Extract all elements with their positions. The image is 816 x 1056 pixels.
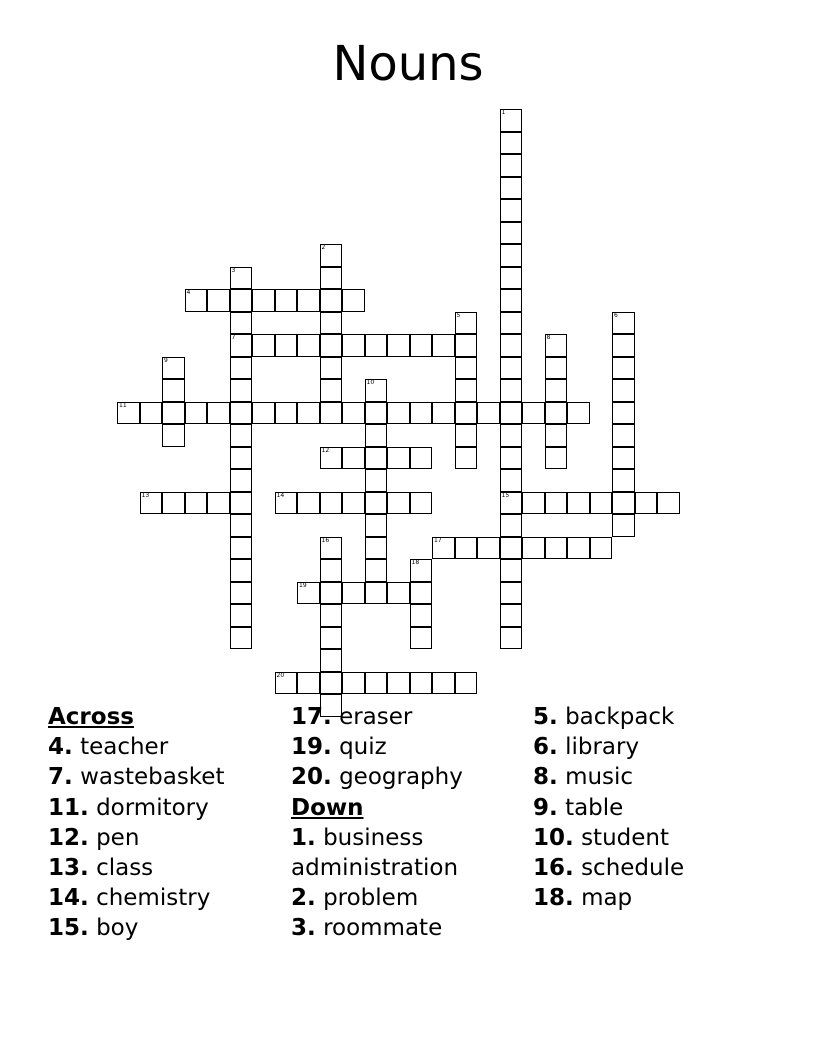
grid-cell[interactable] xyxy=(230,289,253,312)
grid-cell[interactable] xyxy=(230,424,253,447)
grid-cell[interactable] xyxy=(410,559,433,582)
grid-cell[interactable] xyxy=(185,289,208,312)
grid-cell[interactable] xyxy=(230,582,253,605)
grid-cell[interactable] xyxy=(185,402,208,425)
grid-cell[interactable] xyxy=(500,357,523,380)
grid-cell[interactable] xyxy=(612,492,635,515)
grid-cell[interactable] xyxy=(410,447,433,470)
grid-cell[interactable] xyxy=(230,469,253,492)
clue-number: 20. xyxy=(291,764,332,791)
grid-cell[interactable] xyxy=(500,469,523,492)
cell-number: 8 xyxy=(546,334,551,341)
grid-cell[interactable] xyxy=(320,537,343,560)
grid-cell[interactable] xyxy=(545,379,568,402)
grid-cell[interactable] xyxy=(320,267,343,290)
grid-cell[interactable] xyxy=(500,312,523,335)
grid-cell[interactable] xyxy=(230,537,253,560)
grid-cell[interactable] xyxy=(500,447,523,470)
grid-cell[interactable] xyxy=(252,289,275,312)
grid-cell[interactable] xyxy=(500,424,523,447)
grid-cell[interactable] xyxy=(387,334,410,357)
grid-cell[interactable] xyxy=(320,582,343,605)
grid-cell[interactable] xyxy=(432,334,455,357)
grid-cell[interactable] xyxy=(410,627,433,650)
clue-number: 3. xyxy=(291,915,316,942)
clue-item xyxy=(48,762,283,792)
clue-text: table xyxy=(565,794,624,821)
clue-number: 18. xyxy=(533,885,574,912)
grid-cell[interactable] xyxy=(500,177,523,200)
grid-cell[interactable] xyxy=(387,492,410,515)
grid-cell[interactable] xyxy=(455,424,478,447)
grid-cell[interactable] xyxy=(162,379,185,402)
grid-cell[interactable] xyxy=(612,379,635,402)
grid-cell[interactable] xyxy=(162,402,185,425)
clue-number: 17. xyxy=(291,704,332,730)
grid-cell[interactable] xyxy=(612,334,635,357)
clue-number: 14. xyxy=(48,885,89,912)
grid-cell[interactable] xyxy=(455,537,478,560)
grid-cell[interactable] xyxy=(320,559,343,582)
grid-cell[interactable] xyxy=(252,402,275,425)
grid-cell[interactable] xyxy=(477,537,500,560)
grid-cell[interactable] xyxy=(342,582,365,605)
grid-cell[interactable] xyxy=(320,334,343,357)
grid-cell[interactable] xyxy=(590,537,613,560)
grid-cell[interactable] xyxy=(297,672,320,695)
grid-cell[interactable] xyxy=(522,402,545,425)
cell-number: 4 xyxy=(186,289,191,296)
clue-text: wastebasket xyxy=(80,764,225,791)
clue-item xyxy=(533,702,793,732)
grid-cell[interactable] xyxy=(230,492,253,515)
cell-number: 2 xyxy=(321,244,326,251)
grid-cell[interactable] xyxy=(297,402,320,425)
grid-cell[interactable] xyxy=(545,402,568,425)
grid-cell[interactable] xyxy=(297,334,320,357)
clue-column-2 xyxy=(291,702,526,944)
grid-cell[interactable] xyxy=(275,289,298,312)
clue-item xyxy=(533,883,793,913)
grid-cell[interactable] xyxy=(230,379,253,402)
grid-cell[interactable] xyxy=(365,672,388,695)
cell-number: 5 xyxy=(456,311,461,319)
grid-cell[interactable] xyxy=(612,514,635,537)
clue-number: 11. xyxy=(48,794,89,821)
clue-number: 6. xyxy=(533,734,558,761)
cell-number: 7 xyxy=(231,334,236,341)
clue-text: schedule xyxy=(581,855,685,882)
clue-number: 12. xyxy=(48,824,89,851)
grid-cell[interactable] xyxy=(500,289,523,312)
grid-cell[interactable] xyxy=(342,492,365,515)
grid-cell[interactable] xyxy=(612,469,635,492)
grid-cell[interactable] xyxy=(455,312,478,335)
grid-cell[interactable] xyxy=(410,582,433,605)
cell-number: 12 xyxy=(321,446,330,454)
puzzle-title: Nouns xyxy=(332,36,484,92)
grid-cell[interactable] xyxy=(365,537,388,560)
grid-cell[interactable] xyxy=(635,492,658,515)
cell-number: 19 xyxy=(299,581,307,589)
clue-item xyxy=(48,853,283,883)
grid-cell[interactable] xyxy=(522,537,545,560)
clue-item xyxy=(48,793,283,823)
grid-cell[interactable] xyxy=(230,357,253,380)
grid-cell[interactable] xyxy=(320,312,343,335)
grid-cell[interactable] xyxy=(477,402,500,425)
grid-cell[interactable] xyxy=(230,447,253,470)
grid-cell[interactable] xyxy=(410,672,433,695)
clue-item xyxy=(533,823,793,853)
clue-number: 7. xyxy=(48,764,73,791)
grid-cell[interactable] xyxy=(657,492,680,515)
clue-number: 1. xyxy=(291,824,316,851)
grid-cell[interactable] xyxy=(455,379,478,402)
clue-text: geography xyxy=(339,764,463,791)
grid-cell[interactable] xyxy=(500,379,523,402)
cell-number: 18 xyxy=(411,559,420,566)
grid-cell[interactable] xyxy=(410,402,433,425)
cell-number: 9 xyxy=(164,356,168,364)
clue-number: 9. xyxy=(533,794,558,821)
cell-number: 1 xyxy=(501,109,506,116)
cell-number: 20 xyxy=(276,671,285,679)
grid-cell[interactable] xyxy=(297,289,320,312)
grid-cell[interactable] xyxy=(545,357,568,380)
grid-cell[interactable] xyxy=(207,402,230,425)
grid-cell[interactable] xyxy=(365,582,388,605)
cell-number: 16 xyxy=(321,536,330,544)
grid-cell[interactable] xyxy=(612,424,635,447)
across-heading: Across xyxy=(48,704,134,730)
grid-cell[interactable] xyxy=(545,447,568,470)
grid-cell[interactable] xyxy=(500,559,523,582)
grid-cell[interactable] xyxy=(320,649,343,672)
grid-cell[interactable] xyxy=(612,447,635,470)
grid-cell[interactable] xyxy=(410,492,433,515)
cell-number: 13 xyxy=(141,491,150,499)
grid-cell[interactable] xyxy=(500,199,523,222)
grid-cell[interactable] xyxy=(230,267,253,290)
clue-item xyxy=(291,732,526,762)
clue-item xyxy=(48,732,283,762)
grid-cell[interactable] xyxy=(500,514,523,537)
grid-cell[interactable] xyxy=(365,402,388,425)
grid-cell[interactable] xyxy=(455,357,478,380)
grid-cell[interactable] xyxy=(365,514,388,537)
grid-cell[interactable] xyxy=(320,379,343,402)
grid-cell[interactable] xyxy=(500,402,523,425)
cell-number: 17 xyxy=(434,536,442,544)
grid-cell[interactable] xyxy=(500,244,523,267)
grid-cell[interactable] xyxy=(612,312,635,335)
cell-number: 15 xyxy=(501,491,510,499)
clue-number: 5. xyxy=(533,704,558,730)
grid-cell[interactable] xyxy=(320,357,343,380)
grid-cell[interactable] xyxy=(275,402,298,425)
grid-cell[interactable] xyxy=(455,672,478,695)
grid-cell[interactable] xyxy=(320,402,343,425)
grid-cell[interactable] xyxy=(275,492,298,515)
grid-cell[interactable] xyxy=(500,604,523,627)
grid-cell[interactable] xyxy=(342,672,365,695)
clue-text: dormitory xyxy=(96,794,209,821)
grid-cell[interactable] xyxy=(500,334,523,357)
clue-text: boy xyxy=(96,915,139,942)
clue-item xyxy=(48,823,283,853)
clue-number: 13. xyxy=(48,855,89,882)
clue-text: problem xyxy=(323,885,419,912)
clue-number: 19. xyxy=(291,734,332,761)
grid-cell[interactable] xyxy=(320,672,343,695)
cell-number: 6 xyxy=(614,311,618,319)
grid-cell[interactable] xyxy=(387,672,410,695)
clue-text: student xyxy=(581,824,669,851)
grid-cell[interactable] xyxy=(207,289,230,312)
grid-cell[interactable] xyxy=(230,559,253,582)
grid-cell[interactable] xyxy=(567,402,590,425)
grid-cell[interactable] xyxy=(500,109,523,132)
grid-cell[interactable] xyxy=(297,582,320,605)
grid-cell[interactable] xyxy=(545,492,568,515)
grid-cell[interactable] xyxy=(275,672,298,695)
grid-cell[interactable] xyxy=(185,492,208,515)
clue-item xyxy=(533,762,793,792)
grid-cell[interactable] xyxy=(320,244,343,267)
grid-cell[interactable] xyxy=(140,492,163,515)
clue-text: map xyxy=(581,885,633,912)
clue-item xyxy=(48,913,283,943)
grid-cell[interactable] xyxy=(342,447,365,470)
grid-cell[interactable] xyxy=(365,334,388,357)
clue-number: 4. xyxy=(48,734,73,761)
grid-cell[interactable] xyxy=(162,357,185,380)
grid-cell[interactable] xyxy=(410,604,433,627)
grid-cell[interactable] xyxy=(545,537,568,560)
grid-cell[interactable] xyxy=(320,604,343,627)
grid-cell[interactable] xyxy=(387,447,410,470)
clue-number: 16. xyxy=(533,855,574,882)
clue-item xyxy=(533,853,793,883)
grid-cell[interactable] xyxy=(162,424,185,447)
grid-cell[interactable] xyxy=(342,402,365,425)
grid-cell[interactable] xyxy=(230,312,253,335)
clue-item xyxy=(291,762,526,792)
grid-cell[interactable] xyxy=(117,402,140,425)
clue-item xyxy=(533,793,793,823)
grid-cell[interactable] xyxy=(320,627,343,650)
clue-text: chemistry xyxy=(96,885,211,912)
grid-cell[interactable] xyxy=(455,447,478,470)
clue-item xyxy=(533,732,793,762)
grid-cell[interactable] xyxy=(297,492,320,515)
grid-cell[interactable] xyxy=(320,447,343,470)
clue-number: 15. xyxy=(48,915,89,942)
clue-text: backpack xyxy=(565,704,675,730)
grid-cell[interactable] xyxy=(230,514,253,537)
grid-cell[interactable] xyxy=(320,289,343,312)
cell-number: 14 xyxy=(276,491,285,499)
grid-cell[interactable] xyxy=(387,582,410,605)
clue-number: 8. xyxy=(533,764,558,791)
grid-cell[interactable] xyxy=(522,492,545,515)
grid-cell[interactable] xyxy=(545,424,568,447)
clue-text: business administration xyxy=(291,824,459,882)
clue-text: library xyxy=(565,734,640,761)
clue-text: roommate xyxy=(323,915,443,942)
grid-cell[interactable] xyxy=(500,154,523,177)
grid-cell[interactable] xyxy=(500,627,523,650)
grid-cell[interactable] xyxy=(432,672,455,695)
grid-cell[interactable] xyxy=(342,289,365,312)
grid-cell[interactable] xyxy=(320,492,343,515)
clue-number: 2. xyxy=(291,885,316,912)
clue-column-1 xyxy=(48,702,283,944)
grid-cell[interactable] xyxy=(612,357,635,380)
cell-number: 3 xyxy=(231,266,236,274)
clue-item xyxy=(291,883,526,913)
grid-cell[interactable] xyxy=(500,492,523,515)
grid-cell[interactable] xyxy=(455,402,478,425)
grid-cell[interactable] xyxy=(365,559,388,582)
clue-column-3 xyxy=(533,702,793,913)
grid-cell[interactable] xyxy=(545,334,568,357)
grid-cell[interactable] xyxy=(365,424,388,447)
clue-item xyxy=(291,702,526,732)
grid-cell[interactable] xyxy=(455,334,478,357)
grid-cell[interactable] xyxy=(252,334,275,357)
clue-text: quiz xyxy=(339,734,387,761)
clue-text: pen xyxy=(96,824,140,851)
grid-cell[interactable] xyxy=(230,627,253,650)
grid-cell[interactable] xyxy=(500,132,523,155)
cell-number: 10 xyxy=(366,379,375,386)
grid-cell[interactable] xyxy=(230,604,253,627)
cell-number: 11 xyxy=(119,401,127,409)
grid-cell[interactable] xyxy=(275,334,298,357)
grid-cell[interactable] xyxy=(500,267,523,290)
grid-cell[interactable] xyxy=(410,334,433,357)
grid-cell[interactable] xyxy=(365,379,388,402)
clue-text: eraser xyxy=(339,704,413,730)
clue-item xyxy=(291,823,526,883)
grid-cell[interactable] xyxy=(567,492,590,515)
grid-cell[interactable] xyxy=(162,492,185,515)
clue-number: 10. xyxy=(533,824,574,851)
grid-cell[interactable] xyxy=(612,402,635,425)
grid-cell[interactable] xyxy=(342,334,365,357)
grid-cell[interactable] xyxy=(207,492,230,515)
grid-cell[interactable] xyxy=(387,402,410,425)
grid-cell[interactable] xyxy=(230,402,253,425)
grid-cell[interactable] xyxy=(365,447,388,470)
clue-text: class xyxy=(96,855,154,882)
grid-cell[interactable] xyxy=(140,402,163,425)
clue-item xyxy=(291,913,526,943)
grid-cell[interactable] xyxy=(500,537,523,560)
grid-cell[interactable] xyxy=(590,492,613,515)
grid-cell[interactable] xyxy=(365,492,388,515)
grid-cell[interactable] xyxy=(230,334,253,357)
grid-cell[interactable] xyxy=(500,222,523,245)
clue-text: music xyxy=(565,764,634,791)
clue-text: teacher xyxy=(80,734,169,761)
grid-cell[interactable] xyxy=(567,537,590,560)
grid-cell[interactable] xyxy=(432,402,455,425)
clue-item xyxy=(48,883,283,913)
grid-cell[interactable] xyxy=(365,469,388,492)
grid-cell[interactable] xyxy=(500,582,523,605)
grid-cell[interactable] xyxy=(432,537,455,560)
down-heading: Down xyxy=(291,794,364,821)
